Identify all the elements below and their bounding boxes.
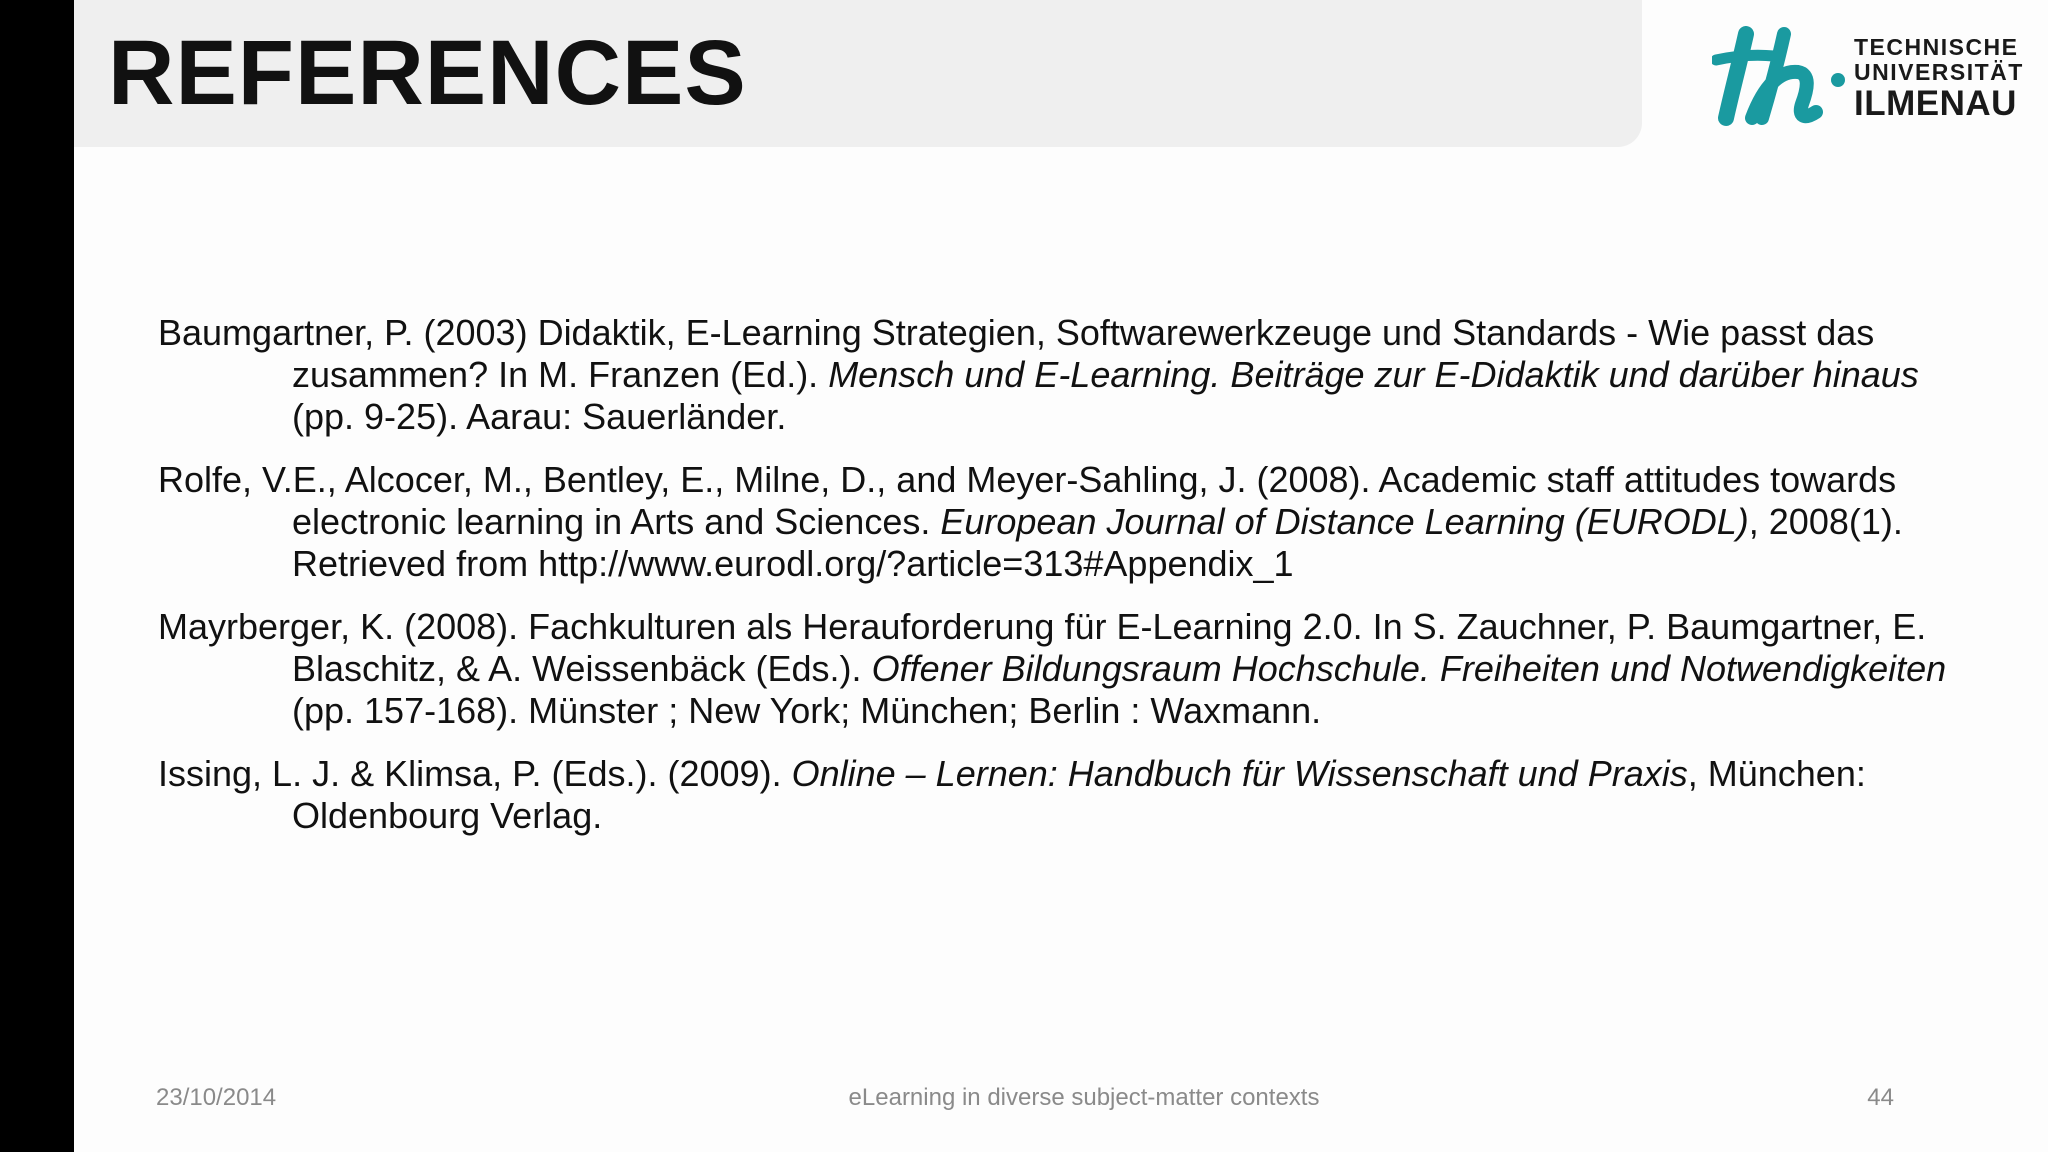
reference-item: [158, 312, 1978, 438]
university-name: [1854, 35, 2024, 123]
reference-text: Rolfe, V.E., Alcocer, M., Bentley, E., Milne, D., and Meyer-Sahling, J. (2008). Academic staff attitudes towards electronic learning in Arts and Sciences.: [158, 459, 1897, 542]
reference-item: [158, 753, 1978, 837]
reference-text: Mayrberger, K. (2008). Fachkulturen als Herauforderung für E-Learning 2.0. In S. Zauchner, P. Baumgartner, E. Blaschitz, & A. Weissenbäck (Eds.).: [158, 606, 1927, 689]
page-number: 44: [1867, 1084, 1894, 1111]
reference-source-title: Offener Bildungsraum Hochschule. Freiheiten und Notwendigkeiten: [871, 648, 1947, 689]
title-bar: [74, 0, 1642, 147]
reference-details: (pp. 9-25). Aarau: Sauerländer.: [292, 396, 787, 437]
logo-line-1: TECHNISCHE: [1854, 34, 2019, 60]
reference-details: (pp. 157-168). Münster ; New York; München; Berlin : Waxmann.: [292, 690, 1322, 731]
reference-source-title: Online – Lernen: Handbuch für Wissenschaft und Praxis: [791, 753, 1688, 794]
reference-item: [158, 459, 1978, 585]
slide-title: REFERENCES: [108, 22, 747, 124]
reference-source-title: Mensch und E-Learning. Beiträge zur E-Didaktik und darüber hinaus: [828, 354, 1919, 395]
footer-date: 23/10/2014: [156, 1084, 277, 1111]
reference-details: , München: Oldenbourg Verlag.: [292, 753, 1866, 836]
reference-text: Baumgartner, P. (2003) Didaktik, E-Learning Strategien, Softwarewerkzeuge und Standards - Wie passt das zusammen? In M. Franzen (Ed.).: [158, 312, 1875, 395]
reference-list: [158, 312, 1978, 858]
slide: [74, 0, 2048, 1152]
logo-line-3: ILMENAU: [1854, 84, 2017, 123]
reference-source-title: European Journal of Distance Learning (EURODL): [940, 501, 1749, 542]
logo-line-2: UNIVERSITÄT: [1854, 59, 2024, 85]
reference-details: , 2008(1). Retrieved from http://www.eurodl.org/?article=313#Appendix_1: [292, 501, 1903, 584]
footer-title: eLearning in diverse subject-matter contexts: [848, 1084, 1320, 1111]
reference-text: Issing, L. J. & Klimsa, P. (Eds.). (2009).: [158, 753, 792, 794]
reference-item: [158, 606, 1978, 732]
